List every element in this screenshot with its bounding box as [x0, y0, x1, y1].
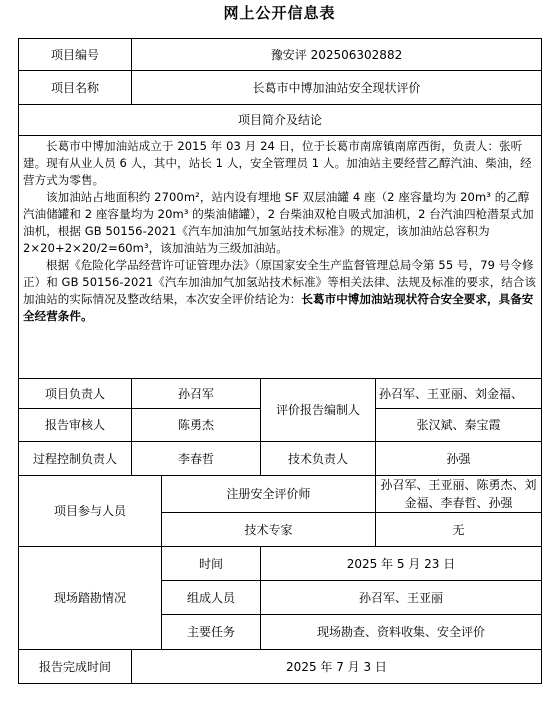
project-no-label: 项目编号	[19, 39, 132, 71]
editors-line-2: 张汉斌、秦宝霞	[376, 409, 542, 442]
row-process	[19, 442, 542, 476]
leader-label: 项目负责人	[19, 379, 132, 409]
participants-label: 项目参与人员	[19, 476, 162, 547]
row-completion	[19, 650, 542, 684]
expert-label: 技术专家	[162, 513, 376, 547]
reviewer-label: 报告审核人	[19, 409, 132, 442]
row-project-name	[19, 71, 542, 105]
row-site-time	[19, 547, 542, 581]
summary-paragraph-3	[23, 257, 537, 325]
process-value: 李春哲	[132, 442, 261, 476]
summary-paragraph-2: 该加油站占地面积约 2700m²，站内设有埋地 SF 双层油罐 4 座（2 座容量均为 20m³ 的乙醇汽油储罐和 2 座容量均为 20m³ 的柴油储罐），2 台柴油双枪自吸式加油机，2 台汽油四枪潜泵式加油机，根据 GB 50156-2021《汽车加油加气加氢站技术标准》的规定，该加油站总容积为 2×20+2×20/2=60m³，该加油站为三级加油站。	[23, 190, 534, 255]
site-time-label: 时间	[162, 547, 261, 581]
site-label: 现场踏勘情况	[19, 547, 162, 650]
completion-label: 报告完成时间	[19, 650, 132, 684]
tech-lead-value: 孙强	[376, 442, 542, 476]
site-members-value: 孙召军、王亚丽	[261, 581, 542, 615]
leader-value: 孙召军	[132, 379, 261, 409]
summary-body	[19, 136, 542, 379]
summary-basis-text: 根据《危险化学品经营许可证管理办法》（原国家安全生产监督管理总局令第 55 号，79 号令修正）和 GB 50156-2021《汽车加油加气加氢站技术标准》等相关法律、法规及标准的要求，结合该加油站的实际情况及整改结果，本次安全评价结论为：	[23, 258, 537, 306]
project-no-value: 豫安评 202506302882	[132, 39, 542, 71]
row-summary	[19, 136, 542, 379]
tech-lead-label: 技术负责人	[261, 442, 376, 476]
row-project-no	[19, 39, 542, 71]
site-task-label: 主要任务	[162, 615, 261, 650]
completion-value: 2025 年 7 月 3 日	[132, 650, 542, 684]
summary-conclusion: 长葛市中博加油站现状符合安全要求，具备安全经营条件。	[23, 292, 534, 323]
row-summary-heading	[19, 105, 542, 136]
project-name-label: 项目名称	[19, 71, 132, 105]
info-table	[18, 38, 542, 684]
site-task-value: 现场勘查、资料收集、安全评价	[261, 615, 542, 650]
editors-label: 评价报告编制人	[261, 379, 376, 442]
summary-paragraph-1: 长葛市中博加油站成立于 2015 年 03 月 24 日，位于长葛市南席镇南席西街，负责人：张听建。现有从业人员 6 人，其中，站长 1 人，安全管理员 1 人。加油站主要经营乙醇汽油、柴油，经营方式为零售。	[23, 139, 532, 187]
project-name-value: 长葛市中博加油站安全现状评价	[132, 71, 542, 105]
page-title: 网上公开信息表	[223, 4, 336, 22]
reviewer-value: 陈勇杰	[132, 409, 261, 442]
row-registered	[19, 476, 542, 513]
registered-value: 孙召军、王亚丽、陈勇杰、刘金福、李春哲、孙强	[376, 476, 542, 513]
summary-heading: 项目简介及结论	[19, 105, 542, 136]
row-leader	[19, 379, 542, 409]
process-label: 过程控制负责人	[19, 442, 132, 476]
editors-line-1: 孙召军、王亚丽、刘金福、	[376, 379, 542, 409]
registered-label: 注册安全评价师	[162, 476, 376, 513]
site-members-label: 组成人员	[162, 581, 261, 615]
expert-value: 无	[376, 513, 542, 547]
site-time-value: 2025 年 5 月 23 日	[261, 547, 542, 581]
